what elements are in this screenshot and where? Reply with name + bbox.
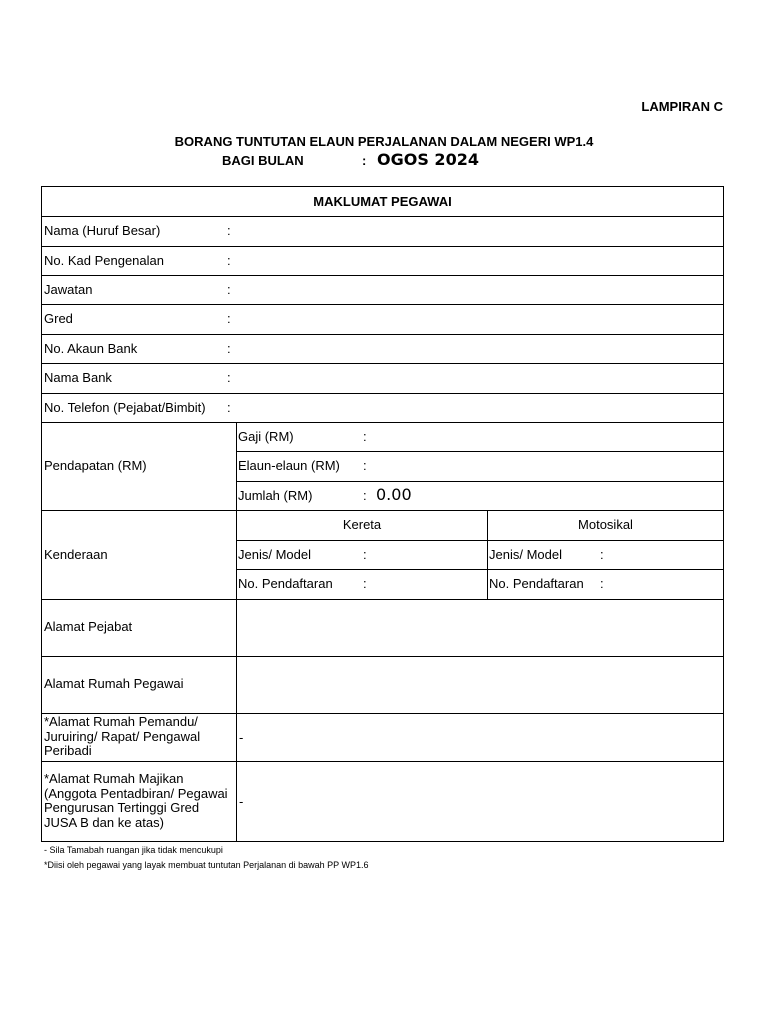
kereta-no-pendaftaran-label: No. Pendaftaran — [238, 576, 333, 591]
row-divider — [237, 481, 723, 482]
row-divider — [42, 761, 723, 762]
footnote-diisi: *Diisi oleh pegawai yang layak membuat tuntutan Perjalanan di bawah PP WP1.6 — [44, 860, 369, 870]
row-divider — [42, 275, 723, 276]
field-colon: : — [227, 341, 231, 356]
field-colon: : — [600, 576, 604, 591]
form-title: BORANG TUNTUTAN ELAUN PERJALANAN DALAM NEGERI WP1.4 — [174, 134, 594, 149]
row-divider — [42, 216, 723, 217]
alamat-majikan-value[interactable]: - — [239, 794, 244, 809]
footnote-tambah: - Sila Tamabah ruangan jika tidak mencukupi — [44, 845, 223, 855]
column-divider — [236, 422, 237, 841]
kenderaan-label: Kenderaan — [44, 547, 108, 562]
motosikal-header: Motosikal — [578, 517, 633, 532]
row-divider — [42, 334, 723, 335]
motosikal-jenis-model-label: Jenis/ Model — [489, 547, 562, 562]
row-divider — [237, 451, 723, 452]
row-divider — [42, 510, 723, 511]
row-divider — [42, 393, 723, 394]
motosikal-no-pendaftaran-label: No. Pendaftaran — [489, 576, 584, 591]
kereta-header: Kereta — [342, 517, 382, 532]
row-divider — [42, 246, 723, 247]
field-colon: : — [363, 576, 367, 591]
field-colon: : — [363, 429, 367, 444]
section-title: MAKLUMAT PEGAWAI — [313, 194, 452, 209]
bagi-bulan-colon: : — [362, 153, 367, 168]
elaun-label: Elaun-elaun (RM) — [238, 458, 340, 473]
field-label-nama-bank: Nama Bank — [44, 370, 112, 385]
bagi-bulan-label: BAGI BULAN — [222, 153, 304, 168]
field-colon: : — [227, 253, 231, 268]
field-label-no-akaun-bank: No. Akaun Bank — [44, 341, 138, 356]
field-colon: : — [363, 458, 367, 473]
field-colon: : — [227, 223, 231, 238]
field-colon: : — [227, 311, 231, 326]
lampiran-label: LAMPIRAN C — [641, 99, 723, 114]
row-divider — [42, 599, 723, 600]
kereta-jenis-model-label: Jenis/ Model — [238, 547, 311, 562]
row-divider — [42, 363, 723, 364]
field-colon: : — [363, 488, 367, 503]
jumlah-label: Jumlah (RM) — [238, 488, 313, 503]
field-colon: : — [600, 547, 604, 562]
field-label-no-telefon: No. Telefon (Pejabat/Bimbit) — [44, 400, 206, 415]
gaji-label: Gaji (RM) — [238, 429, 294, 444]
row-divider — [237, 540, 723, 541]
field-label-nama: Nama (Huruf Besar) — [44, 223, 161, 238]
alamat-pemandu-label: *Alamat Rumah Pemandu/ Juruiring/ Rapat/ Pengawal Peribadi — [44, 714, 201, 758]
row-divider — [237, 569, 723, 570]
bagi-bulan-value[interactable]: OGOS 2024 — [377, 150, 479, 169]
alamat-majikan-label: *Alamat Rumah Majikan (Anggota Pentadbiran/ Pegawai Pengurusan Tertinggi Gred JUSA B dan ke atas) — [44, 771, 228, 830]
field-colon: : — [227, 282, 231, 297]
row-divider — [42, 422, 723, 423]
row-divider — [42, 304, 723, 305]
alamat-pemandu-value[interactable]: - — [239, 730, 244, 745]
field-colon: : — [227, 370, 231, 385]
row-divider — [42, 656, 723, 657]
field-label-no-kad-pengenalan: No. Kad Pengenalan — [44, 253, 164, 268]
field-colon: : — [227, 400, 231, 415]
field-label-gred: Gred — [44, 311, 73, 326]
pendapatan-label: Pendapatan (RM) — [44, 458, 147, 473]
alamat-pejabat-label: Alamat Pejabat — [44, 619, 133, 634]
maklumat-pegawai-table — [41, 186, 724, 842]
field-colon: : — [363, 547, 367, 562]
alamat-rumah-pegawai-label: Alamat Rumah Pegawai — [44, 676, 184, 691]
field-label-jawatan: Jawatan — [44, 282, 93, 297]
jumlah-value[interactable]: 0.00 — [376, 485, 412, 504]
